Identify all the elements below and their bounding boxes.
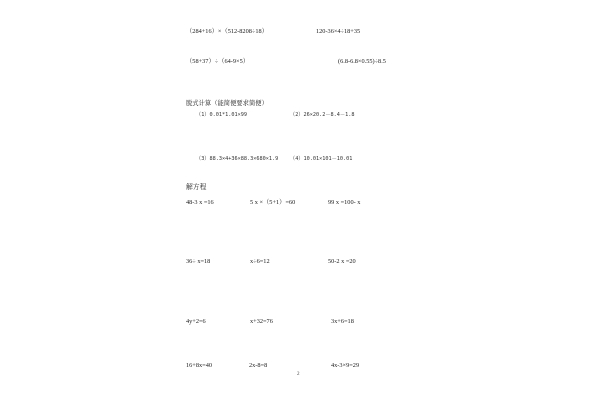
equation-1: 48-3 x =16 <box>186 199 214 206</box>
simplify-item-3: （3）88.3×4+36×88.3×680×1.9 <box>196 156 279 162</box>
simplify-item-2: （2）26×20.2－8.4－1.8 <box>290 112 355 118</box>
equation-7: 4y+2=6 <box>186 318 206 325</box>
calc-problem-1: （284+16）×（512-8208÷18） <box>186 28 268 35</box>
calc-problem-2: 120-36×4÷18+35 <box>316 28 361 35</box>
equation-10: 16+8x=40 <box>186 362 212 369</box>
equation-2: 5 x ×（5+1）=60 <box>250 199 296 206</box>
simplify-item-4: （4）10.01×101－10.01 <box>290 156 353 162</box>
equations-section-title: 解方程 <box>186 183 207 191</box>
simplify-section-title: 脱式计算（能简便要求简便） <box>186 100 268 107</box>
calc-problem-3: （58+37）÷（64-9×5） <box>186 58 250 65</box>
equation-11: 2x-8=8 <box>249 362 268 369</box>
equation-4: 36÷ x=18 <box>186 258 211 265</box>
equation-6: 50-2 x =20 <box>328 258 356 265</box>
page-number: 2 <box>297 372 300 377</box>
calc-problem-4: (6.8-6.8×0.55)÷8.5 <box>338 58 386 65</box>
simplify-item-1: （1）0.01*1.01×99 <box>196 112 247 118</box>
equation-12: 4x-3×9=29 <box>331 362 360 369</box>
equation-8: x+32=76 <box>250 318 273 325</box>
equation-9: 3x+6=18 <box>331 318 354 325</box>
equation-3: 99 x =100- x <box>328 199 361 206</box>
equation-5: x÷6=12 <box>250 258 270 265</box>
